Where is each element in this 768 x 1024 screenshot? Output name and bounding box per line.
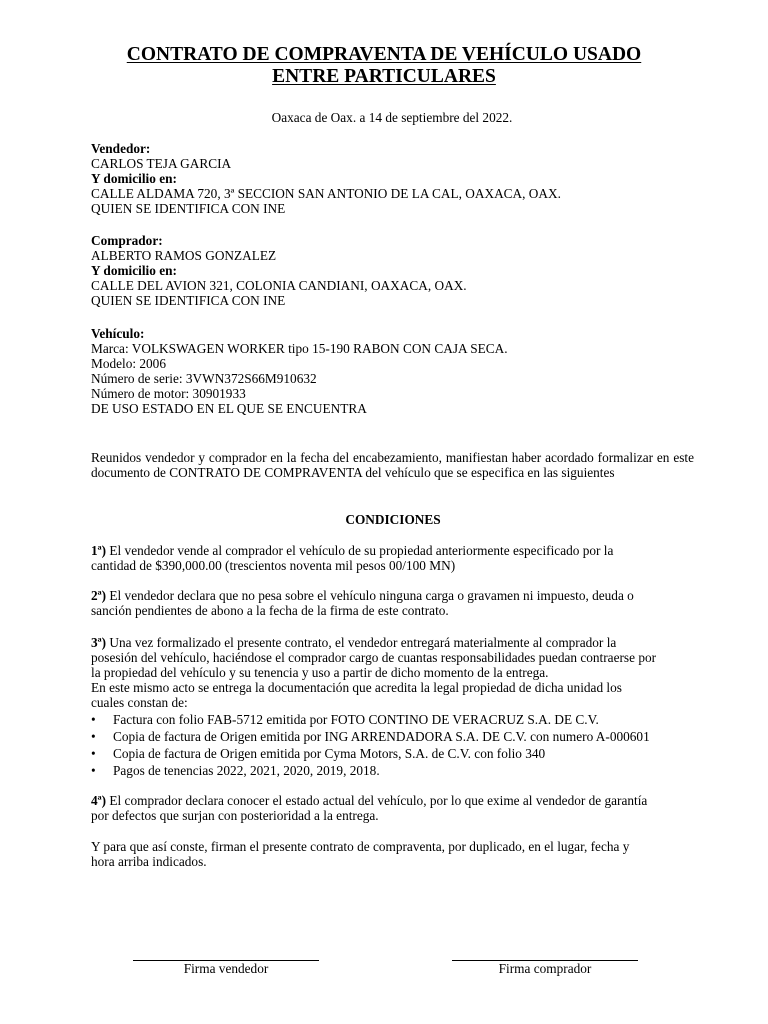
clause-3-line-5: cuales constan de: <box>91 695 188 710</box>
buyer-signature-label: Firma comprador <box>498 961 592 976</box>
seller-section <box>91 141 701 216</box>
seller-address-label: Y domicilio en: <box>91 171 177 186</box>
vehicle-model: Modelo: 2006 <box>91 356 166 371</box>
buyer-id: QUIEN SE IDENTIFICA CON INE <box>91 293 286 308</box>
clause-4-number: 4ª) <box>91 793 107 808</box>
buyer-address-label: Y domicilio en: <box>91 263 177 278</box>
clause-1-line-1: El vendedor vende al comprador el vehículo de su propiedad anteriormente especificado por la <box>109 543 614 558</box>
contract-title <box>0 44 768 88</box>
clause-1 <box>91 543 701 573</box>
title-line-2: ENTRE PARTICULARES <box>272 66 496 87</box>
vehicle-label: Vehículo: <box>91 326 145 341</box>
buyer-signature <box>452 944 638 976</box>
buyer-address: CALLE DEL AVION 321, COLONIA CANDIANI, OAXACA, OAX. <box>91 278 467 293</box>
place-date: Oaxaca de Oax. a 14 de septiembre del 2022. <box>271 110 513 125</box>
title-line-1: CONTRATO DE COMPRAVENTA DE VEHÍCULO USADO <box>126 44 642 65</box>
clause-2-line-1: El vendedor declara que no pesa sobre el vehículo ninguna carga o gravamen ni impuesto, deuda o <box>109 588 634 603</box>
buyer-name: ALBERTO RAMOS GONZALEZ <box>91 248 277 263</box>
buyer-label: Comprador: <box>91 233 163 248</box>
seller-address: CALLE ALDAMA 720, 3ª SECCION SAN ANTONIO DE LA CAL, OAXACA, OAX. <box>91 186 561 201</box>
clause-1-number: 1ª) <box>91 543 107 558</box>
list-item <box>91 746 701 761</box>
buyer-section <box>91 233 701 308</box>
seller-name: CARLOS TEJA GARCIA <box>91 156 232 171</box>
closing-paragraph <box>91 839 701 869</box>
clause-3-line-4: En este mismo acto se entrega la documentación que acredita la legal propiedad de dicha unidad los <box>91 680 622 695</box>
seller-signature-label: Firma vendedor <box>183 961 269 976</box>
clause-4-line-2: por defectos que surjan con posterioridad a la entrega. <box>91 808 379 823</box>
vehicle-condition: DE USO ESTADO EN EL QUE SE ENCUENTRA <box>91 401 367 416</box>
bullet-icon: • <box>91 712 96 727</box>
clause-1-line-2: cantidad de $390,000.00 (trescientos noventa mil pesos 00/100 MN) <box>91 558 456 573</box>
vehicle-serial: Número de serie: 3VWN372S66M910632 <box>91 371 317 386</box>
clause-2-number: 2ª) <box>91 588 107 603</box>
clause-3-line-1: Una vez formalizado el presente contrato, el vendedor entregará materialmente al comprador la <box>109 635 617 650</box>
bullet-icon: • <box>91 729 96 744</box>
clause-3 <box>91 635 701 778</box>
clause-2-line-2: sanción pendientes de abono a la fecha de la firma de este contrato. <box>91 603 449 618</box>
closing-line-2: hora arriba indicados. <box>91 854 207 869</box>
clause-3-line-3: la propiedad del vehículo y su tenencia y uso a partir de dicho momento de la entrega. <box>91 665 549 680</box>
document-3: Copia de factura de Origen emitida por Cyma Motors, S.A. de C.V. con folio 340 <box>113 746 546 761</box>
document-1: Factura con folio FAB-5712 emitida por FOTO CONTINO DE VERACRUZ S.A. DE C.V. <box>113 712 599 727</box>
list-item <box>91 763 701 778</box>
clause-4 <box>91 793 701 823</box>
clause-4-line-1: El comprador declara conocer el estado actual del vehículo, por lo que exime al vendedor de garantía <box>109 793 648 808</box>
list-item <box>91 729 701 744</box>
vehicle-make: Marca: VOLKSWAGEN WORKER tipo 15-190 RABON CON CAJA SECA. <box>91 341 508 356</box>
clause-3-number: 3ª) <box>91 635 107 650</box>
seller-signature <box>133 944 319 976</box>
bullet-icon: • <box>91 763 96 778</box>
document-4: Pagos de tenencias 2022, 2021, 2020, 2019, 2018. <box>113 763 380 778</box>
intro-paragraph: Reunidos vendedor y comprador en la fecha del encabezamiento, manifiestan haber acordado formalizar en este documento de CONTRATO DE COMPRAVENTA del vehículo que se especifica en las siguientes <box>91 450 694 480</box>
list-item <box>91 712 701 727</box>
seller-label: Vendedor: <box>91 141 151 156</box>
clause-3-line-2: posesión del vehículo, haciéndose el comprador cargo de cuantas responsabilidades puedan contraerse por <box>91 650 657 665</box>
closing-line-1: Y para que así conste, firman el presente contrato de compraventa, por duplicado, en el lugar, fecha y <box>91 839 630 854</box>
document-2: Copia de factura de Origen emitida por ING ARRENDADORA S.A. DE C.V. con numero A-000601 <box>113 729 650 744</box>
conditions-heading: CONDICIONES <box>345 512 441 527</box>
bullet-icon: • <box>91 746 96 761</box>
seller-id: QUIEN SE IDENTIFICA CON INE <box>91 201 286 216</box>
vehicle-section <box>91 326 701 416</box>
vehicle-engine: Número de motor: 30901933 <box>91 386 246 401</box>
clause-2 <box>91 588 701 618</box>
documents-list <box>91 712 701 778</box>
